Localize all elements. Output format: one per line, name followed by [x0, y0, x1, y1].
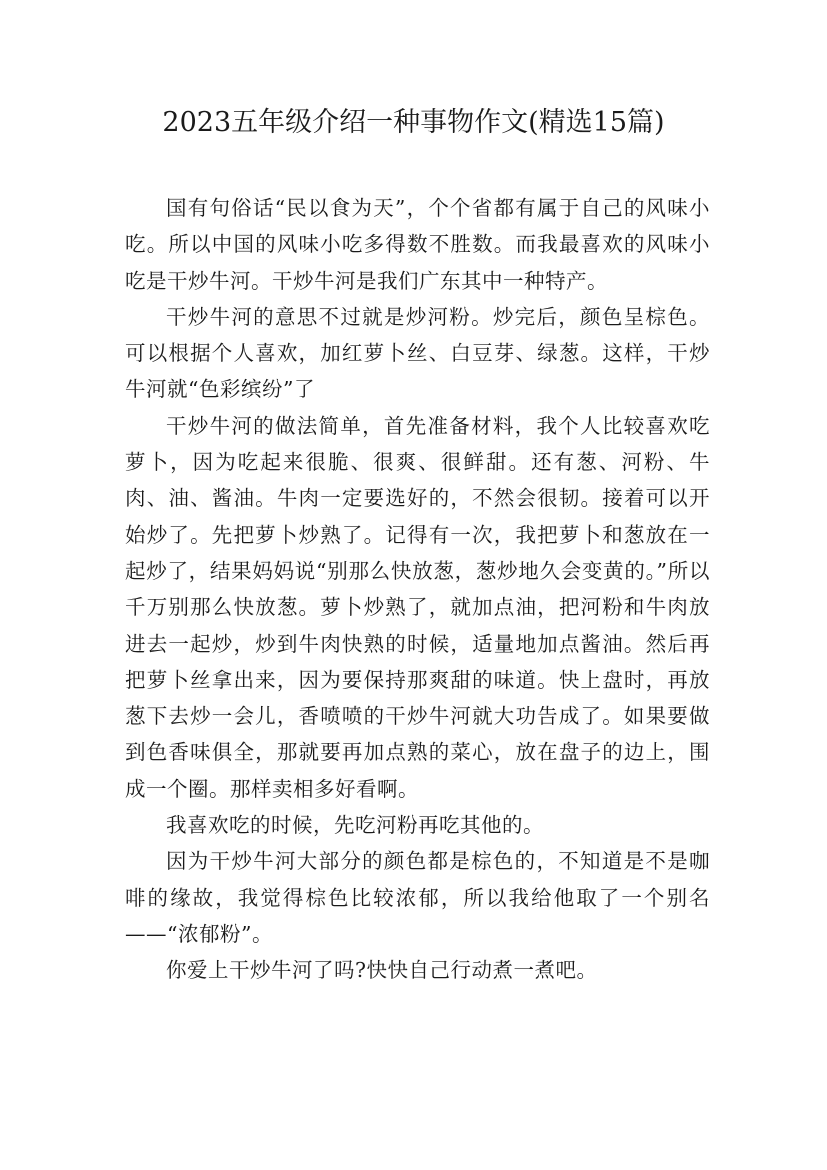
document-body — [125, 190, 710, 989]
document-title: 2023五年级介绍一种事物作文(精选15篇) — [162, 107, 665, 138]
paragraph-3: 干炒牛河的做法简单，首先准备材料，我个人比较喜欢吃萝卜，因为吃起来很脆、很爽、很鲜甜。还有葱、河粉、牛肉、油、酱油。牛肉一定要选好的，不然会很韧。接着可以开始炒了。先把萝卜炒熟了。记得有一次，我把萝卜和葱放在一起炒了，结果妈妈说“别那么快放葱，葱炒地久会变黄的。”所以千万别那么快放葱。萝卜炒熟了，就加点油，把河粉和牛肉放进去一起炒，炒到牛肉快熟的时候，适量地加点酱油。然后再把萝卜丝拿出来，因为要保持那爽甜的味道。快上盘时，再放葱下去炒一会儿，香喷喷的干炒牛河就大功告成了。如果要做到色香味俱全，那就要再加点熟的菜心，放在盘子的边上，围成一个圈。那样卖相多好看啊。 — [125, 413, 710, 801]
paragraph-4: 我喜欢吃的时候，先吃河粉再吃其他的。 — [166, 813, 544, 838]
paragraph-1: 国有句俗话“民以食为天”，个个省都有属于自己的风味小吃。所以中国的风味小吃多得数不胜数。而我最喜欢的风味小吃是干炒牛河。干炒牛河是我们广东其中一种特产。 — [125, 196, 710, 293]
paragraph-6: 你爱上干炒牛河了吗?快快自己行动煮一煮吧。 — [166, 958, 598, 983]
paragraph-2: 干炒牛河的意思不过就是炒河粉。炒完后，颜色呈棕色。可以根据个人喜欢，加红萝卜丝、白豆芽、绿葱。这样，干炒牛河就“色彩缤纷”了 — [125, 304, 710, 402]
paragraph-5: 因为干炒牛河大部分的颜色都是棕色的，不知道是不是咖啡的缘故，我觉得棕色比较浓郁，所以我给他取了一个别名——“浓郁粉”。 — [125, 849, 710, 946]
